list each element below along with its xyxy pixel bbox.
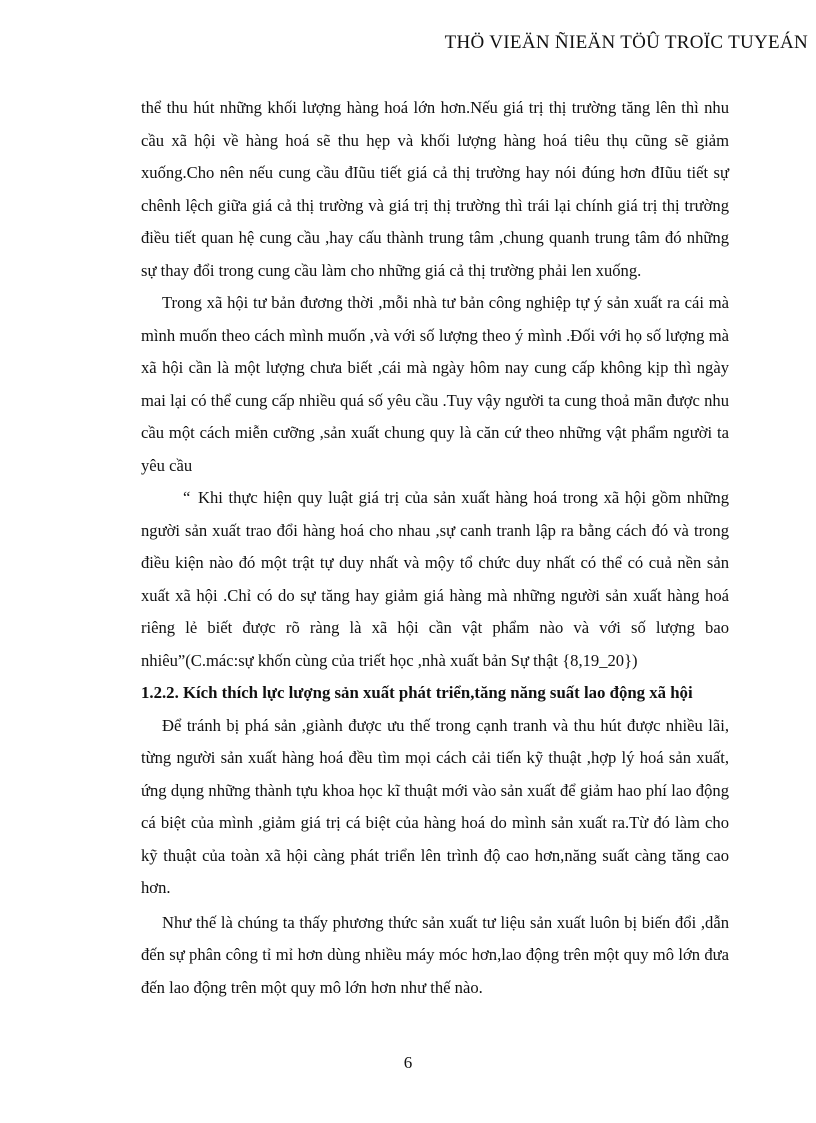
- paragraph-1: thể thu hút những khối lượng hàng hoá lớn hơn.Nếu giá trị thị trường tăng lên thì nhu cầu xã hội về hàng hoá sẽ thu hẹp và khối lượng hàng hoá tiêu thụ cũng sẽ giảm xuống.Cho nên nếu cung cầu đIũu tiết giá cả thị trường hay nói đúng hơn đIũu tiết sự chênh lệch giữa giá cả thị trường và giá trị thị trường thì trái lại chính giá trị thị trường điều tiết quan hệ cung cầu ,hay cấu thành trung tâm ,chung quanh trung tâm đó những sự thay đổi trong cung cầu làm cho những giá cả thị trường phải len xuống.: [141, 98, 729, 280]
- page-header: THÖ VIEÄN ÑIEÄN TÖÛ TROÏC TUYEÁN: [444, 32, 808, 53]
- document-body: [141, 92, 729, 1004]
- paragraph-5: Như thế là chúng ta thấy phương thức sản xuất tư liệu sản xuất luôn bị biến đổi ,dẫn đến sự phân công tỉ mỉ hơn dùng nhiều máy móc hơn,lao động trên một quy mô lớn đưa đến lao động trên một quy mô lớn hơn như thế nào.: [141, 912, 729, 997]
- page-number: 6: [403, 1053, 413, 1072]
- paragraph-3-text: Khi thực hiện quy luật giá trị của sản xuất hàng hoá trong xã hội gồm những người sản xuất trao đổi hàng hoá cho nhau ,sự canh tranh lập ra bằng cách đó và trong điều kiện nào đó một trật tự duy nhất và mộy tổ chức duy nhất có thể có cuả nền sản xuất xã hội .Chỉ có do sự tăng hay giảm giá hàng mà những người sản xuất hàng hoá riêng lẻ biết được rõ ràng là xã hội cần vật phẩm nào và với số lượng bao nhiêu”(C.mác:sự khốn cùng của triết học ,nhà xuất bản Sự thật {8,19_20}): [141, 488, 729, 670]
- section-heading: 1.2.2. Kích thích lực lượng sản xuất phát triển,tăng năng suất lao động xã hội: [141, 683, 693, 702]
- paragraph-3-quote: [141, 482, 729, 677]
- opening-quote-mark: “: [183, 488, 191, 507]
- paragraph-4: Để tránh bị phá sản ,giành được ưu thế trong cạnh tranh và thu hút được nhiều lãi, từng người sản xuất hàng hoá đều tìm mọi cách cải tiến kỹ thuật ,hợp lý hoá sản xuất, ứng dụng những thành tựu khoa học kĩ thuật mới vào sản xuất để giảm hao phí lao động cá biệt của mình ,giảm giá trị cá biệt của hàng hoá do mình sản xuất ra.Từ đó làm cho kỹ thuật của toàn xã hội càng phát triển lên trình độ cao hơn,năng suất càng tăng cao hơn.: [141, 715, 729, 897]
- paragraph-2: Trong xã hội tư bản đương thời ,mỗi nhà tư bản công nghiệp tự ý sản xuất ra cái mà mình muốn theo cách mình muốn ,và với số lượng theo ý mình .Đối với họ số lượng mà xã hội cần là một lượng chưa biết ,cái mà ngày hôm nay cung cấp không kịp thì ngày mai lại có thể cung cấp nhiều quá số yêu cầu .Tuy vậy người ta cung thoả mãn được nhu cầu một cách miễn cưỡng ,sản xuất chung quy là căn cứ theo những vật phẩm người ta yêu cầu: [141, 293, 729, 475]
